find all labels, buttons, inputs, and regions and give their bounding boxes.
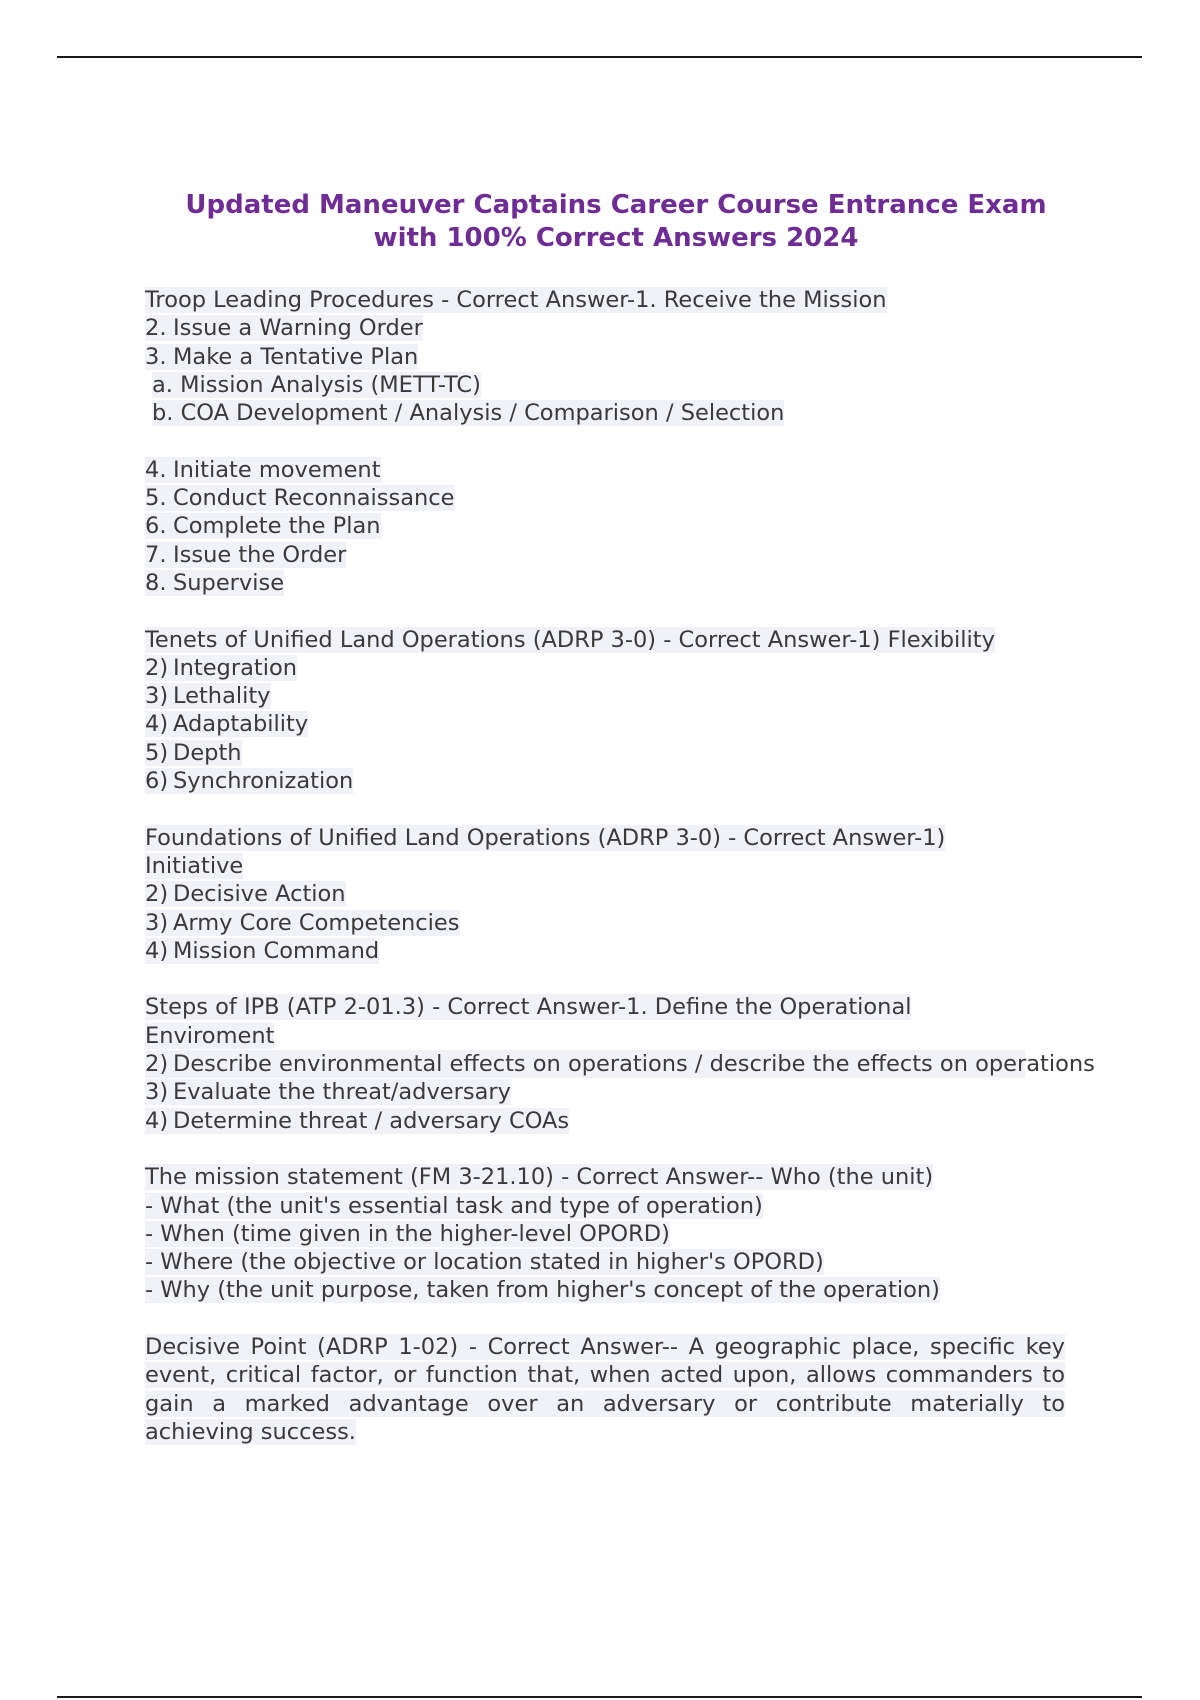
section-heading-continued: Initiative (145, 852, 244, 879)
sub-list-item: b. COA Development / Analysis / Comparison / Selection (152, 400, 785, 427)
list-item: - When (time given in the higher-level OPORD) (145, 1220, 670, 1247)
section-decisive-point (145, 1333, 1070, 1446)
list-number: 6) (145, 768, 169, 795)
list-item: Conduct Reconnaissance (173, 485, 455, 512)
list-item: Initiate movement (173, 456, 381, 483)
bottom-rule (57, 1696, 1142, 1698)
list-item: Army Core Competencies (173, 909, 460, 936)
list-number: 4) (145, 711, 169, 738)
list-number: 2) (145, 1051, 169, 1078)
list-item: Adaptability (173, 711, 309, 738)
list-item: Issue the Order (173, 541, 347, 568)
list-item: Issue a Warning Order (173, 315, 423, 342)
list-item: - What (the unit's essential task and type of operation) (145, 1192, 763, 1219)
list-item: Synchronization (173, 768, 354, 795)
title-line-1: Updated Maneuver Captains Career Course Entrance Exam (185, 190, 1047, 221)
list-item: Make a Tentative Plan (173, 343, 419, 370)
list-number: 4. (145, 456, 167, 483)
list-number: 6. (145, 513, 167, 540)
section-heading: Steps of IPB (ATP 2-01.3) - Correct Answer-1. Define the Operational (145, 994, 912, 1021)
list-number: 4) (145, 1107, 169, 1134)
list-number: 3) (145, 1079, 169, 1106)
list-number: 2. (145, 315, 167, 342)
document-title (140, 189, 1092, 255)
list-number: 3) (145, 683, 169, 710)
list-number: 3. (145, 343, 167, 370)
list-item: Evaluate the threat/adversary (173, 1079, 511, 1106)
document-body (145, 286, 1095, 1474)
title-line-2: with 100% Correct Answers 2024 (373, 223, 859, 254)
section-heading: Foundations of Unified Land Operations (ADRP 3-0) - Correct Answer-1) (145, 824, 946, 851)
top-rule (57, 56, 1142, 58)
list-item: Describe environmental effects on operations / describe the effects on operations (173, 1051, 1095, 1078)
list-item: Supervise (173, 569, 285, 596)
list-item: Mission Command (173, 937, 380, 964)
list-number: 7. (145, 541, 167, 568)
list-number: 4) (145, 937, 169, 964)
list-number: 8. (145, 569, 167, 596)
section-troop-leading-procedures (145, 286, 1070, 427)
section-heading-continued: Enviroment (145, 1022, 275, 1049)
list-number: 5) (145, 739, 169, 766)
section-foundations-ulo (145, 824, 1070, 965)
list-item: Complete the Plan (173, 513, 381, 540)
section-steps-of-ipb (145, 993, 1095, 1134)
section-mission-statement (145, 1163, 1070, 1304)
list-number: 5. (145, 485, 167, 512)
list-item: Lethality (173, 683, 271, 710)
list-item: - Where (the objective or location stated in higher's OPORD) (145, 1249, 824, 1276)
section-troop-leading-steps (145, 456, 1070, 597)
list-number: 2) (145, 654, 169, 681)
section-heading: Troop Leading Procedures - Correct Answer-1. Receive the Mission (145, 287, 887, 313)
list-item: Determine threat / adversary COAs (173, 1107, 570, 1134)
list-item: Depth (173, 739, 242, 766)
sub-list-item: a. Mission Analysis (METT-TC) (152, 371, 481, 398)
list-number: 2) (145, 881, 169, 908)
list-item: Integration (173, 654, 297, 681)
list-item: - Why (the unit purpose, taken from higher's concept of the operation) (145, 1277, 940, 1304)
list-number: 3) (145, 909, 169, 936)
section-heading: The mission statement (FM 3-21.10) - Correct Answer-- Who (the unit) (145, 1164, 934, 1191)
section-tenets-ulo (145, 626, 1070, 796)
list-item: Decisive Action (173, 881, 346, 908)
definition-paragraph: Decisive Point (ADRP 1-02) - Correct Answer-- A geographic place, specific key event, critical factor, or function that, when acted upon, allows commanders to gain a marked advantage over an adversary or contribute materially to achieving success. (145, 1333, 1065, 1445)
section-heading: Tenets of Unified Land Operations (ADRP 3-0) - Correct Answer-1) Flexibility (145, 626, 995, 653)
